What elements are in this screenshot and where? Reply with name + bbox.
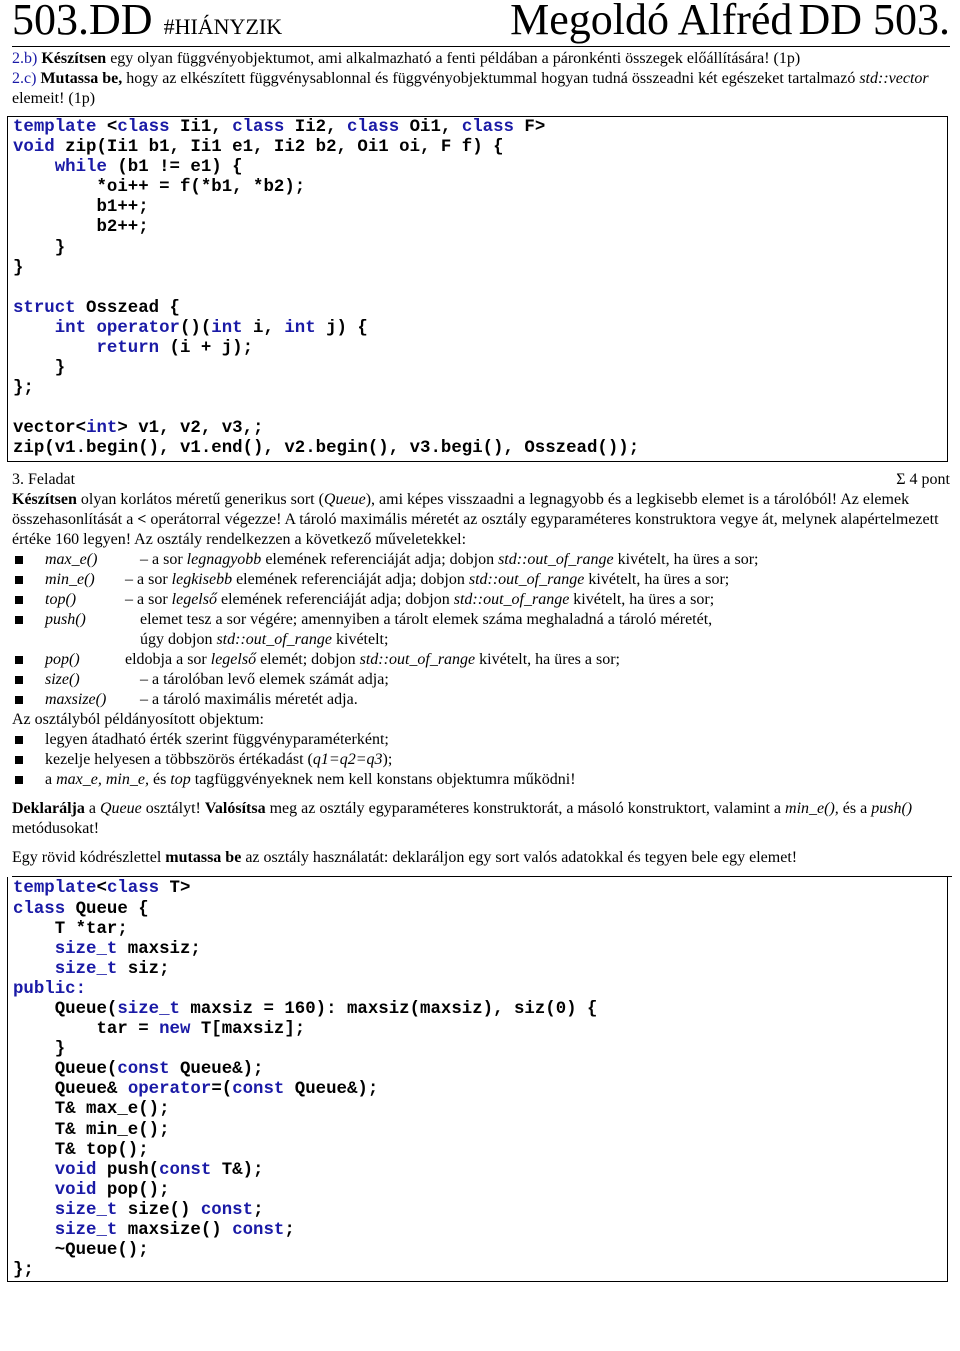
code-line: void pop();	[54, 1180, 170, 1200]
code-line: b2++;	[13, 218, 149, 238]
code-line: ~Queue();	[13, 1241, 149, 1261]
code-line: while (b1 != e1) {	[54, 158, 243, 178]
page-content	[12, 49, 950, 1282]
code-line: public:	[13, 979, 87, 999]
task-3-points: Σ 4 pont	[896, 471, 950, 489]
code-line: size_t size() const;	[54, 1200, 264, 1220]
code-line: T *tar;	[13, 919, 128, 939]
list-item: top() – a sor legelső elemének referenciáját adja; dobjon std::out_of_range kivételt, ha üres a sor;	[12, 590, 950, 610]
code-line: void push(const T&);	[54, 1160, 264, 1180]
header-code-right: DD 503.	[798, 0, 950, 44]
code-line: };	[13, 379, 34, 399]
code-line: void zip(Ii1 b1, Ii1 e1, Ii2 b2, Oi1 oi, F f) {	[13, 138, 504, 158]
task-2b: 2.b) Készítsen egy olyan függvényobjektumot, ami alkalmazható a fenti példában a páronkénti összegek előállítására! (1p)	[12, 50, 801, 67]
code-line: template<class T>	[13, 879, 191, 899]
code-line: }	[13, 258, 24, 278]
code-line: b1++;	[13, 198, 149, 218]
code-line: Queue(size_t maxsiz = 160): maxsiz(maxsiz), siz(0) {	[13, 999, 598, 1019]
code-line: vector<int> v1, v2, v3,;	[13, 419, 264, 439]
code-block-zip	[7, 116, 948, 462]
code-line	[8, 399, 947, 419]
code-line: struct Osszead {	[13, 298, 180, 318]
task-3-title: 3. Feladat	[12, 471, 76, 489]
code-line: return (i + j);	[96, 338, 254, 358]
list-item: max_e() – a sor legnagyobb elemének referenciáját adja; dobjon std::out_of_range kivételt, ha üres a sor;	[12, 550, 950, 570]
header-left	[12, 0, 282, 51]
list-item: legyen átadható érték szerint függvényparaméterként;	[12, 730, 950, 750]
page-header	[12, 0, 950, 47]
task-3-description: Készítsen olyan korlátos méretű generikus sort (Queue), ami képes visszaadni a legnagyobb és a legkisebb elemet is a tárolóból! Az elemek összehasonlítását a < operátorral végezze! A tároló maximális méretét az osztály egyparaméteres konstruktora vegye át, melynek alapértelmezett értéke 160 legyen! Az osztály rendelkezzen a következő műveletekkel:	[12, 491, 939, 549]
list-item: a max_e, min_e, és top tagfüggvényeknek nem kell konstans objektumra működni!	[12, 770, 950, 790]
code-line: }	[13, 359, 66, 379]
code-block-queue	[7, 877, 948, 1282]
code-line: size_t maxsiz;	[54, 939, 201, 959]
code-line: size_t maxsize() const;	[54, 1221, 295, 1240]
code-line: Queue& operator=(const Queue&);	[13, 1080, 379, 1100]
code-line: };	[13, 1261, 34, 1281]
code-line: zip(v1.begin(), v1.end(), v2.begin(), v3.begi(), Osszead());	[13, 439, 640, 459]
code-line: T& top();	[13, 1140, 149, 1160]
object-intro: Az osztályból példányosított objektum:	[12, 711, 264, 729]
list-item: size() – a tárolóban levő elemek számát adja;	[12, 670, 950, 690]
task-2c: 2.c) Mutassa be, hogy az elkészített függvénysablonnal és függvényobjektummal hogyan tudná összeadni két egészeket tartalmazó std::vector elemeit! (1p)	[12, 70, 929, 107]
object-requirements-list	[12, 730, 950, 790]
code-line: Queue(const Queue&);	[13, 1060, 264, 1080]
code-line	[8, 279, 947, 299]
list-item: push() elemet tesz a sor végére; amennyiben a tárolt elemek száma meghaladná a tároló méretét, úgy dobjon std::out_of_range kivételt;	[12, 610, 950, 650]
header-right	[510, 0, 950, 44]
code-line: size_t siz;	[54, 959, 170, 979]
declare-instruction: Deklarálja a Queue osztályt! Valósítsa meg az osztály egyparaméteres konstruktorát, a másoló konstruktort, valamint a min_e(), és a push() metódusokat!	[12, 800, 913, 838]
list-item: maxsize() – a tároló maximális méretét adja.	[12, 690, 950, 710]
header-name: Megoldó Alfréd	[510, 0, 793, 44]
header-code: 503.DD	[12, 0, 153, 44]
list-item: pop() eldobja a sor legelső elemét; dobjon std::out_of_range kivételt, ha üres a sor;	[12, 650, 950, 670]
operations-list	[12, 550, 950, 710]
code-line: T& max_e();	[13, 1100, 170, 1120]
code-line: }	[13, 238, 66, 258]
list-item: min_e() – a sor legkisebb elemének referenciáját adja; dobjon std::out_of_range kivételt, ha üres a sor;	[12, 570, 950, 590]
code-line: class Queue {	[13, 899, 149, 919]
usage-instruction: Egy rövid kódrészlettel mutassa be az osztály használatát: deklaráljon egy sort valós adatokkal és tegyen bele egy elemet!	[12, 849, 798, 867]
code-line: template <class Ii1, class Ii2, class Oi1, class F>	[13, 118, 546, 137]
header-missing-tag: #HIÁNYZIK	[163, 14, 283, 39]
code-line: T& min_e();	[13, 1120, 170, 1140]
list-item: kezelje helyesen a többszörös értékadást (q1=q2=q3);	[12, 750, 950, 770]
code-line: tar = new T[maxsiz];	[13, 1020, 306, 1040]
task-3-title-row	[12, 470, 950, 490]
code-line: }	[13, 1040, 66, 1060]
code-line: int operator()(int i, int j) {	[54, 318, 368, 338]
code-line: *oi++ = f(*b1, *b2);	[13, 178, 306, 198]
